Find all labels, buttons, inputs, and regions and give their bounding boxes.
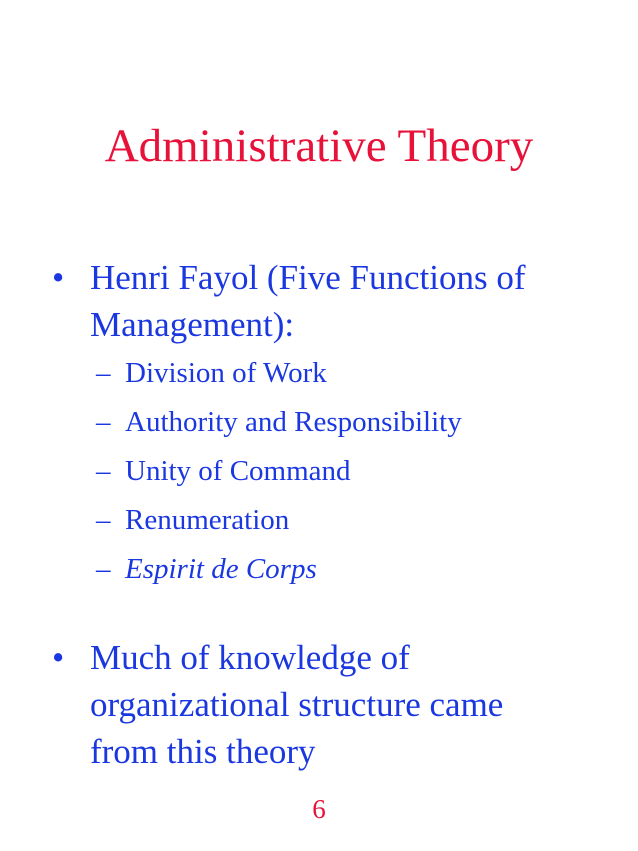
bullet-text: Henri Fayol (Five Functions of Management): xyxy=(90,258,526,344)
fayol-functions-list xyxy=(96,349,462,594)
dash-marker: – xyxy=(96,406,111,438)
list-item xyxy=(96,447,462,496)
dash-marker: – xyxy=(96,357,111,389)
list-item xyxy=(96,496,462,545)
list-item xyxy=(96,545,462,594)
bullet-marker: • xyxy=(52,258,65,297)
bullet-marker: • xyxy=(52,638,65,677)
list-item-text: Espirit de Corps xyxy=(125,553,317,585)
list-item-text: Renumeration xyxy=(125,504,290,536)
list-item xyxy=(96,349,462,398)
dash-marker: – xyxy=(96,504,111,536)
list-item-text: Division of Work xyxy=(125,357,327,389)
dash-marker: – xyxy=(96,455,111,487)
list-item xyxy=(96,398,462,447)
page-number: 6 xyxy=(312,794,326,824)
list-item-text: Unity of Command xyxy=(125,455,351,487)
bullet-text: Much of knowledge of organizational structure came from this theory xyxy=(90,638,504,771)
list-item-text: Authority and Responsibility xyxy=(125,406,462,438)
slide-title: Administrative Theory xyxy=(104,120,534,172)
dash-marker: – xyxy=(96,553,111,585)
